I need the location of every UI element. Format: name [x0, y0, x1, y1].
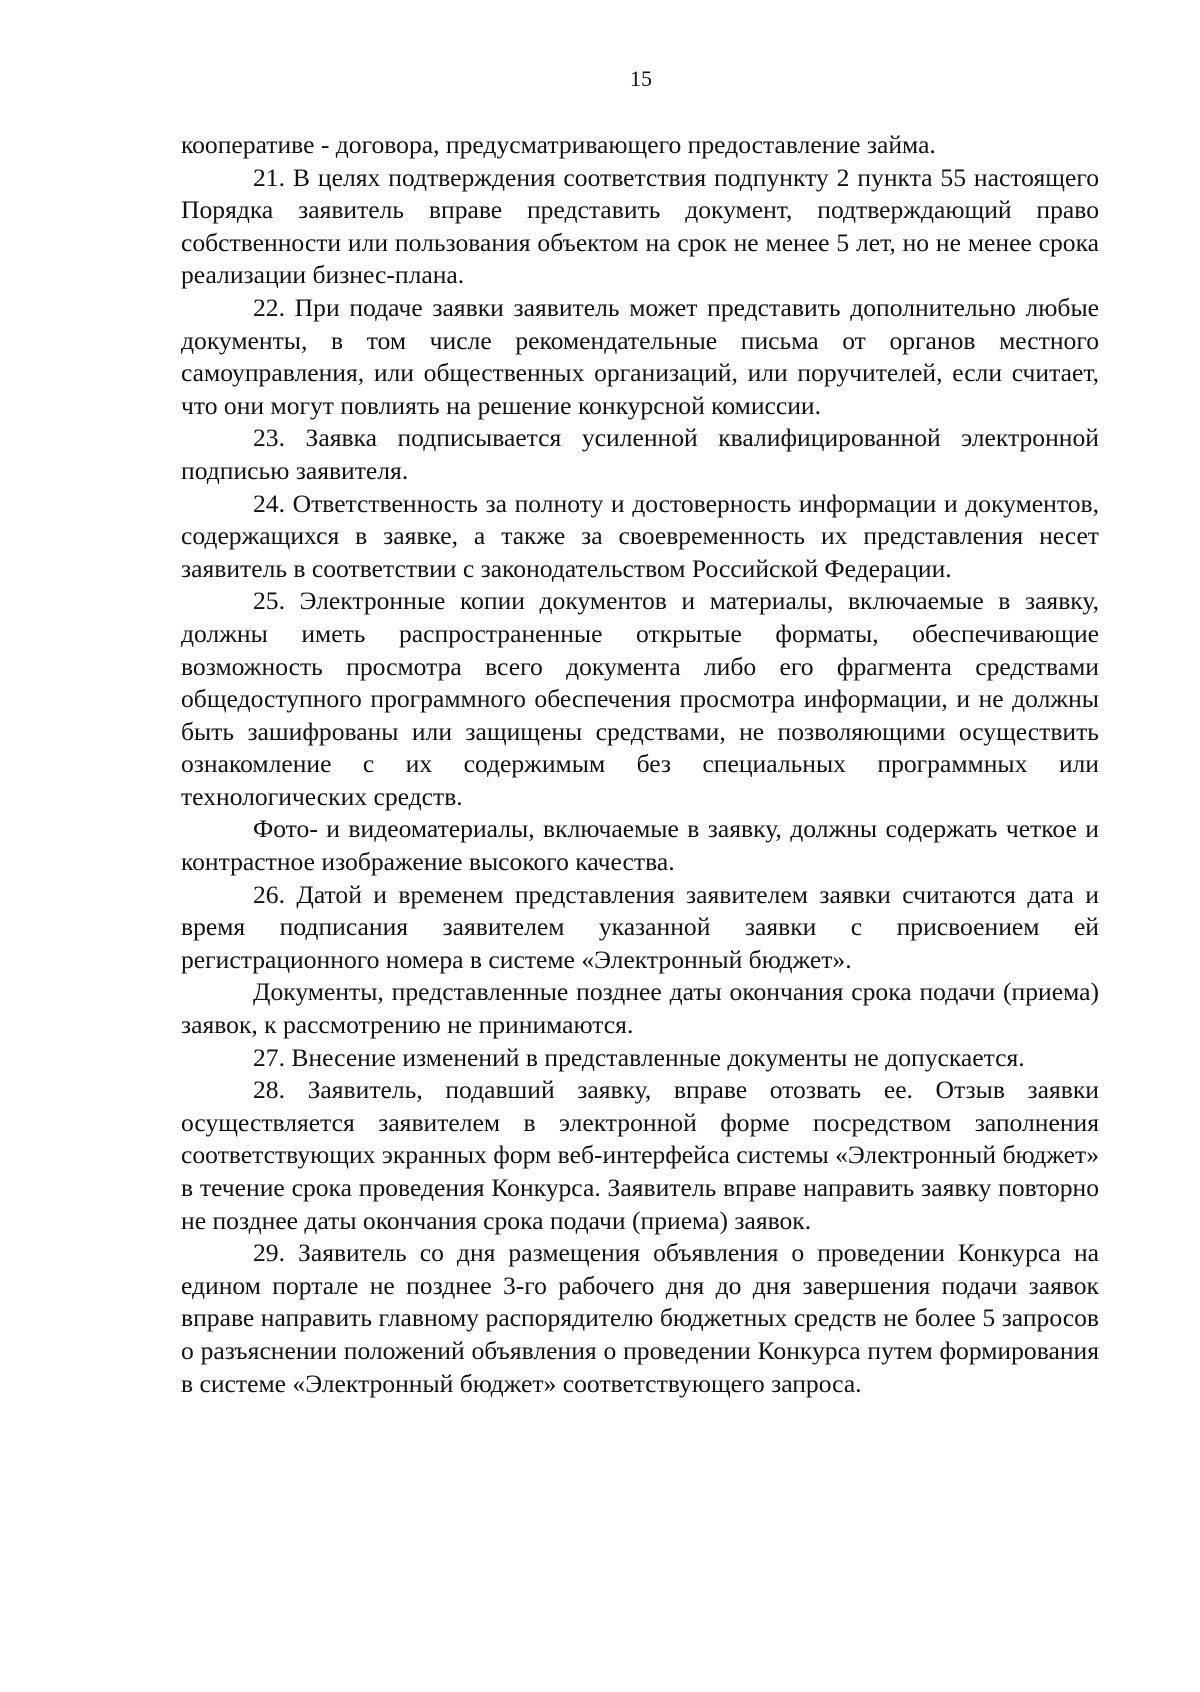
paragraph-27: 27. Внесение изменений в представленные документы не допускается. [253, 1042, 1025, 1072]
paragraph-22: 22. При подаче заявки заявитель может представить дополнительно любые документы, в том числе рекомендательные письма от органов местного самоуправления, или общественных организаций, или поручителей, если считает, что они могут повлиять на решение конкурсной комиссии. [181, 292, 1099, 420]
paragraph-continuation: кооперативе - договора, предусматривающего предоставление займа. [181, 130, 936, 159]
paragraph-25-photo: Фото- и видеоматериалы, включаемые в заявку, должны содержать четкое и контрастное изображение высокого качества. [181, 814, 1099, 877]
paragraph-24: 24. Ответственность за полноту и достоверность информации и документов, содержащихся в заявке, а также за своевременность их представления несет заявитель в соответствии с законодательством Российской Федерации. [181, 488, 1099, 583]
paragraph-25: 25. Электронные копии документов и материалы, включаемые в заявку, должны иметь распространенные открытые форматы, обеспечивающие возможность просмотра всего документа либо его фрагмента средствами общедоступного программного обеспечения просмотра информации, и не должны быть зашифрованы или защищены средствами, не позволяющими осуществить ознакомление с их содержимым без специальных программных или технологических средств. [181, 586, 1099, 811]
page-number: 15 [630, 66, 652, 91]
paragraph-28: 28. Заявитель, подавший заявку, вправе отозвать ее. Отзыв заявки осуществляется заявителем в электронной форме посредством заполнения соответствующих экранных форм веб-интерфейса системы «Электронный бюджет» в течение срока проведения Конкурса. Заявитель вправе направить заявку повторно не позднее даты окончания срока подачи (приема) заявок. [181, 1075, 1099, 1235]
paragraph-26: 26. Датой и временем представления заявителем заявки считаются дата и время подписания заявителем указанной заявки с присвоением ей регистрационного номера в системе «Электронный бюджет». [181, 879, 1099, 974]
paragraph-26-documents: Документы, представленные позднее даты окончания срока подачи (приема) заявок, к рассмотрению не принимаются. [181, 977, 1099, 1040]
document-body [181, 129, 1099, 1400]
paragraph-23: 23. Заявка подписывается усиленной квалифицированной электронной подписью заявителя. [181, 423, 1099, 485]
paragraph-21: 21. В целях подтверждения соответствия подпункту 2 пункта 55 настоящего Порядка заявитель вправе представить документ, подтверждающий право собственности или пользования объектом на срок не менее 5 лет, но не менее срока реализации бизнес-плана. [181, 162, 1099, 290]
paragraph-29: 29. Заявитель со дня размещения объявления о проведении Конкурса на едином портале не позднее 3-го рабочего дня до дня завершения подачи заявок вправе направить главному распорядителю бюджетных средств не более 5 запросов о разъяснении положений объявления о проведении Конкурса путем формирования в системе «Электронный бюджет» соответствующего запроса. [181, 1238, 1099, 1398]
